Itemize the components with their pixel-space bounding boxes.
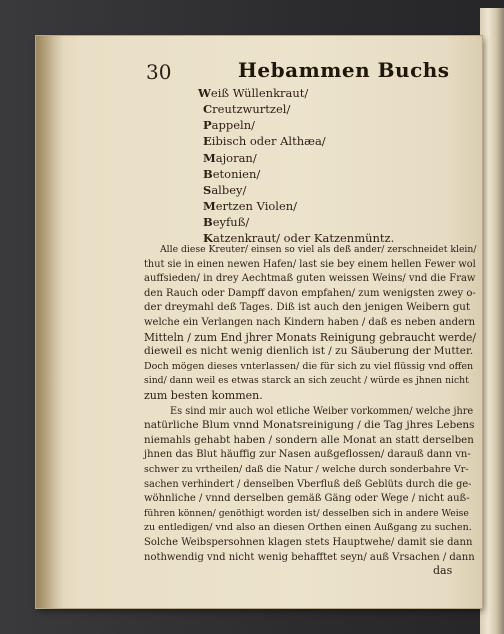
text-line: wöhnliche / vnnd derselben gemäß Gäng oder Wege / nicht auß- bbox=[144, 493, 470, 505]
list-item: Weiß Wüllenkraut/ bbox=[198, 86, 309, 100]
list-item: Mertzen Violen/ bbox=[203, 199, 298, 213]
text-line: zu entledigen/ vnd also an diesen Orthen einen Außgang zu suchen. bbox=[144, 522, 472, 534]
gutter-shadow bbox=[36, 36, 64, 608]
text-line: jhnen das Blut häuffig zur Nasen außgeflossen/ darauß dann vn- bbox=[144, 449, 471, 461]
running-head-title: Hebammen Buchs bbox=[238, 58, 450, 82]
page-number: 30 bbox=[146, 60, 172, 84]
text-line: Doch mögen dieses vnterlassen/ die für sich zu viel flüssig vnd offen bbox=[144, 360, 474, 372]
catchword: das bbox=[433, 564, 453, 578]
book-page-edges bbox=[480, 8, 504, 634]
text-line: dieweil es nicht wenig dienlich ist / zu Säuberung der Mutter. bbox=[144, 345, 474, 358]
list-item: Pappeln/ bbox=[203, 118, 256, 132]
text-line: Es sind mir auch wol etliche Weiber vorkommen/ welche jhre bbox=[170, 405, 474, 417]
list-item: Eibisch oder Althæa/ bbox=[203, 134, 326, 148]
text-line: welche ein Verlangen nach Kindern haben / daß es neben andern bbox=[144, 317, 476, 328]
text-line: thut sie in einen newen Hafen/ last sie bey einem hellen Fewer wol bbox=[144, 258, 476, 270]
text-line: der dreymahl deß Tages. Diß ist auch den jenigen Weibern gut bbox=[144, 301, 470, 314]
text-line: natürliche Blum vnnd Monatsreinigung / die Tag jhres Lebens bbox=[144, 419, 475, 432]
text-line: nothwendig vnd nicht wenig behafftet seyn/ auß Vrsachen / dann bbox=[144, 551, 475, 563]
text-line: zum besten kommen. bbox=[144, 389, 263, 402]
text-line: Alle diese Kreuter/ einsen so viel als deß ander/ zerschneidet klein/ bbox=[160, 244, 477, 255]
text-line: schwer zu vrtheilen/ daß die Natur / welche durch sonderbahre Vr- bbox=[144, 464, 469, 475]
text-line: niemahls gehabt haben / sondern alle Monat an statt derselben bbox=[144, 433, 474, 446]
text-line: Solche Weibspersohnen klagen stets Hauptwehe/ damit sie dann bbox=[144, 537, 473, 548]
list-item: Majoran/ bbox=[203, 151, 257, 165]
text-line: führen können/ genöthigt worden ist/ desselben sich in andere Weise bbox=[144, 507, 469, 519]
text-line: sachen verhindert / denselben Vberfluß deß Geblüts durch die ge- bbox=[144, 478, 472, 490]
text-line: auffsieden/ in drey Aechtmaß guten weissen Weins/ vnd die Fraw bbox=[144, 273, 476, 285]
list-item: Betonien/ bbox=[203, 167, 261, 181]
list-item: Creutzwurtzel/ bbox=[203, 102, 291, 116]
list-item: Katzenkraut/ oder Katzenmüntz. bbox=[203, 231, 395, 245]
list-item: Salbey/ bbox=[203, 183, 247, 197]
text-line: Mitteln / zum End jhrer Monats Reinigung gebraucht werde/ bbox=[144, 330, 477, 344]
text-line: den Rauch oder Dampff davon empfahen/ zum wenigsten zwey o- bbox=[144, 287, 476, 299]
text-line: sind/ dann weil es etwas starck an sich zeucht / würde es jhnen nicht bbox=[144, 375, 469, 387]
list-item: Beyfuß/ bbox=[203, 215, 250, 229]
